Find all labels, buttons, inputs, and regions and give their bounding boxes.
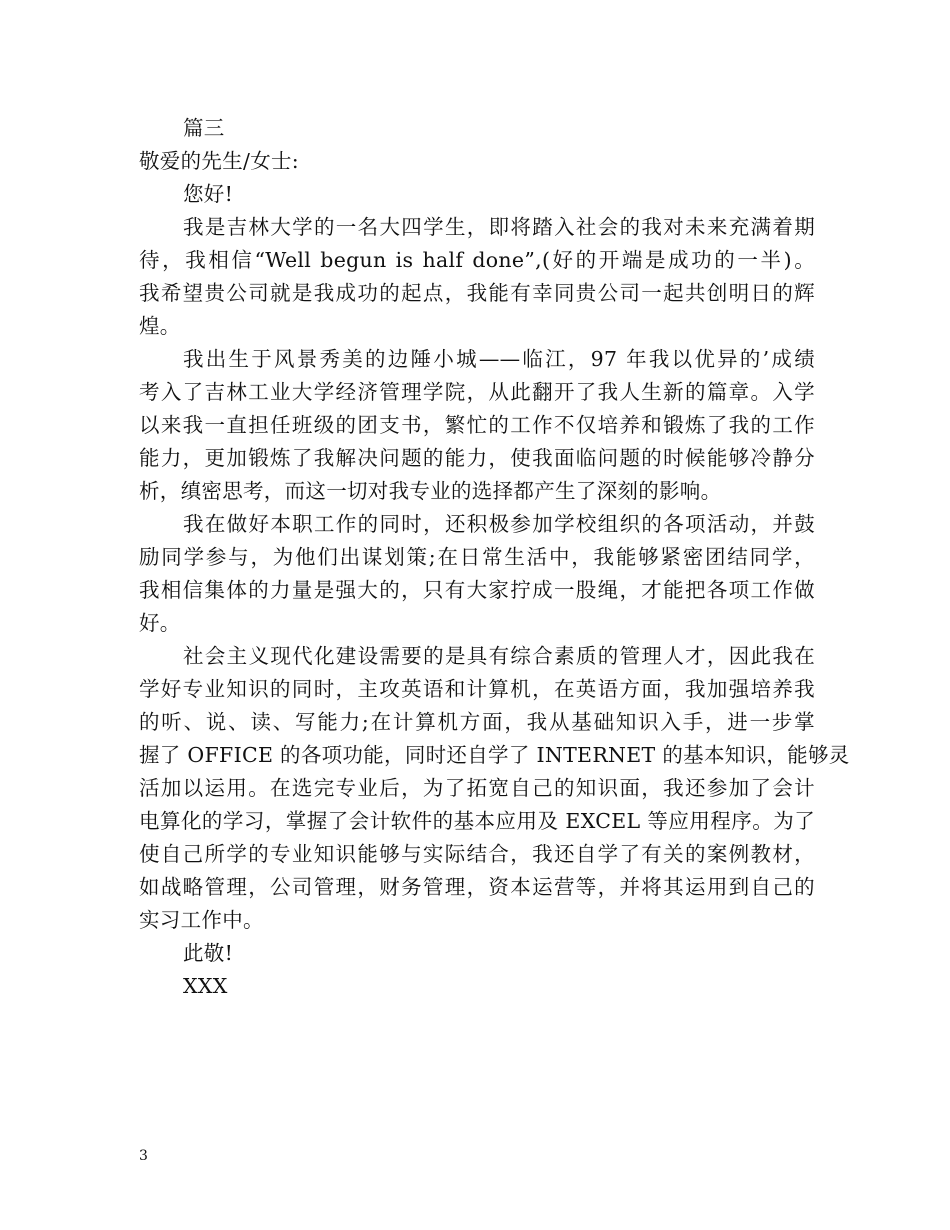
paragraph-line: 实习工作中。 [139, 908, 264, 932]
paragraph-line: 我在做好本职工作的同时，还积极参加学校组织的各项活动，并鼓 [183, 512, 815, 536]
paragraph-line: 煌。 [139, 314, 181, 338]
paragraph-1 [139, 211, 815, 343]
paragraph-3 [139, 508, 815, 640]
paragraph-line: 我是吉林大学的一名大四学生，即将踏入社会的我对未来充满着期 [183, 215, 815, 239]
paragraph-line: 社会主义现代化建设需要的是具有综合素质的管理人才，因此我在 [183, 644, 815, 668]
paragraph-line: 以来我一直担任班级的团支书，繁忙的工作不仅培养和锻炼了我的工作 [139, 413, 815, 437]
paragraph-line: 我出生于风景秀美的边陲小城——临江，97 年我以优异的’成绩 [183, 347, 815, 371]
paragraph-line: 握了 OFFICE 的各项功能，同时还自学了 INTERNET 的基本知识，能够灵 [139, 743, 850, 767]
paragraph-line: 我相信集体的力量是强大的，只有大家拧成一股绳，才能把各项工作做 [139, 578, 815, 602]
paragraph-2 [139, 343, 815, 508]
signature: XXX [183, 974, 228, 998]
paragraph-4 [139, 640, 850, 937]
paragraph-line: 如战略管理，公司管理，财务管理，资本运营等，并将其运用到自己的 [139, 875, 815, 899]
paragraph-line: 活加以运用。在选完专业后，为了拓宽自己的知识面，我还参加了会计 [139, 776, 815, 800]
paragraph-line: 待，我相信“Well begun is half done”,(好的开端是成功的一半)。 [139, 248, 815, 272]
paragraph-line: 使自己所学的专业知识能够与实际结合，我还自学了有关的案例教材， [139, 842, 815, 866]
paragraph-line: 电算化的学习，掌握了会计软件的基本应用及 EXCEL 等应用程序。为了 [139, 809, 815, 833]
paragraph-line: 我希望贵公司就是我成功的起点，我能有幸同贵公司一起共创明日的辉 [139, 281, 815, 305]
page-number: 3 [139, 1148, 148, 1164]
section-heading: 篇三 [183, 116, 225, 140]
closing: 此敬! [183, 941, 234, 965]
paragraph-line: 励同学参与，为他们出谋划策;在日常生活中，我能够紧密团结同学， [139, 545, 815, 569]
paragraph-line: 考入了吉林工业大学经济管理学院，从此翻开了我人生新的篇章。入学 [139, 380, 815, 404]
letter-body [139, 112, 850, 1003]
paragraph-line: 学好专业知识的同时，主攻英语和计算机，在英语方面，我加强培养我 [139, 677, 815, 701]
paragraph-line: 能力，更加锻炼了我解决问题的能力，使我面临问题的时候能够冷静分 [139, 446, 815, 470]
salutation: 敬爱的先生/女士: [139, 149, 300, 173]
paragraph-line: 析，缜密思考，而这一切对我专业的选择都产生了深刻的影响。 [139, 479, 722, 503]
greeting: 您好! [183, 182, 234, 206]
paragraph-line: 的听、说、读、写能力;在计算机方面，我从基础知识入手，进一步掌 [139, 710, 815, 734]
paragraph-line: 好。 [139, 611, 181, 635]
